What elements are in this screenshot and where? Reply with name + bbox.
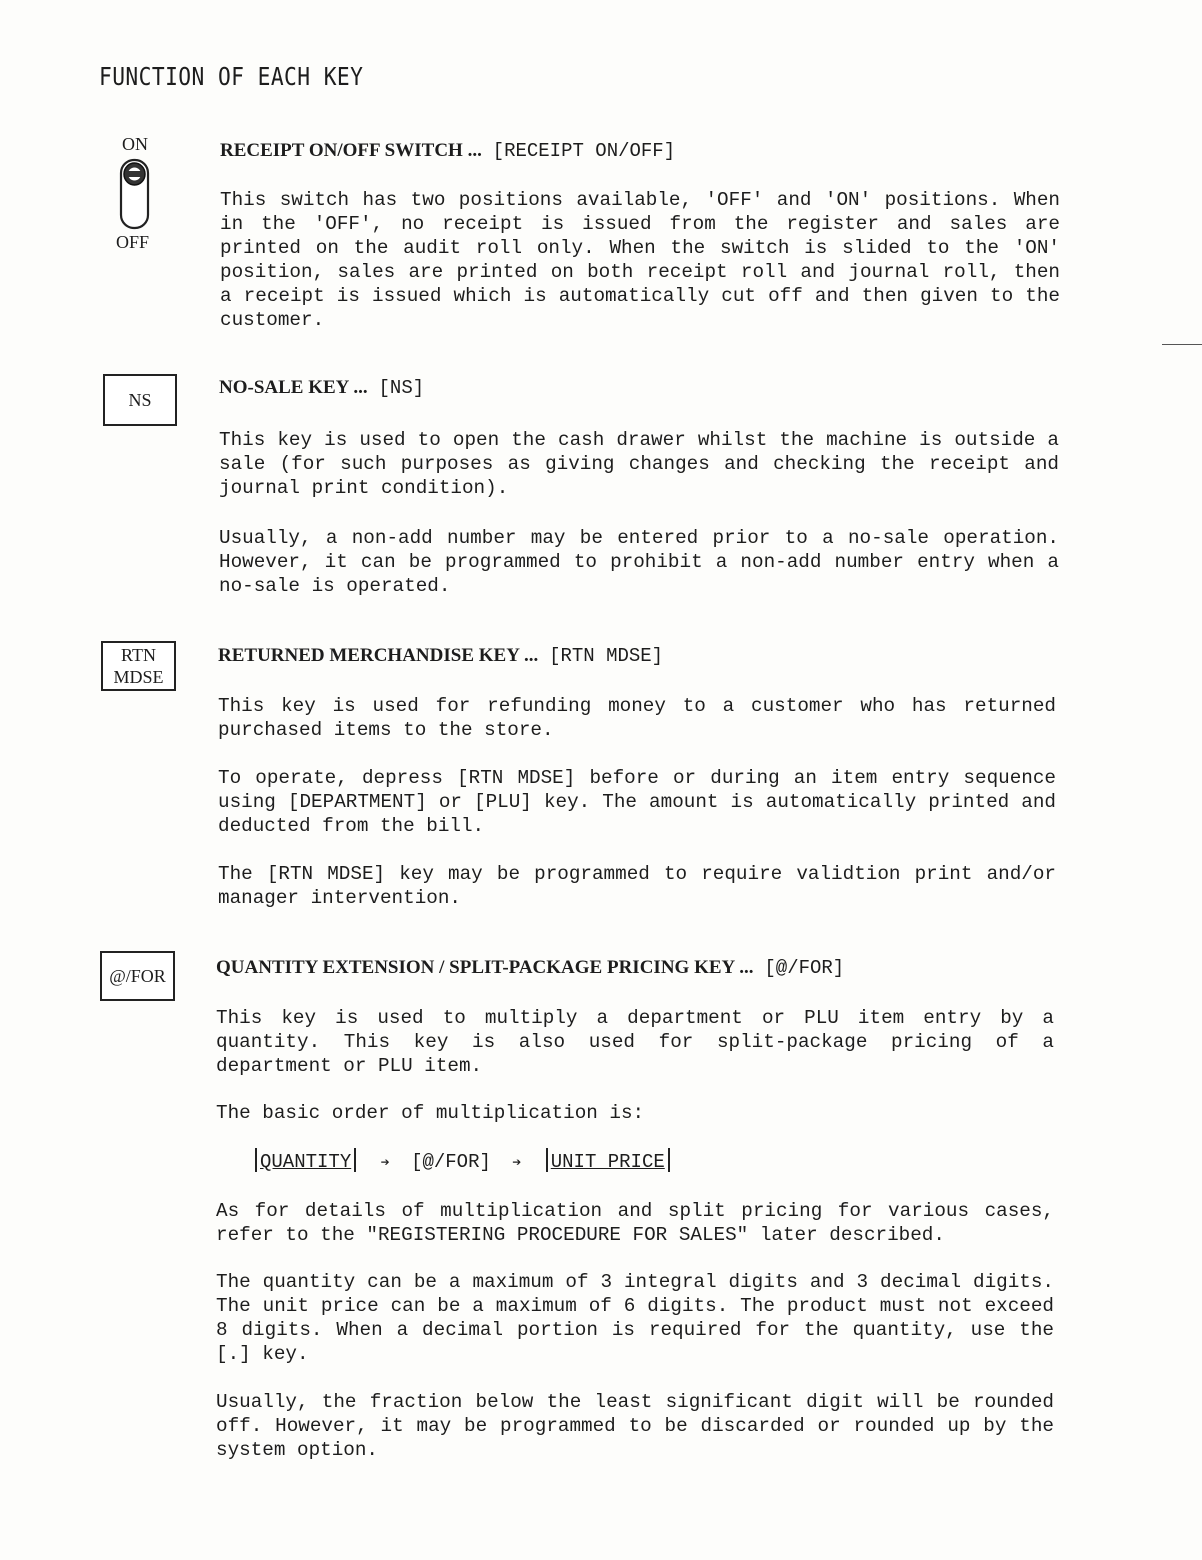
- box-bar-icon: [255, 1148, 257, 1172]
- formula-key: [@/FOR]: [411, 1151, 491, 1173]
- no-sale-heading: [219, 377, 424, 399]
- box-bar-icon: [354, 1148, 356, 1172]
- heading-code: [NS]: [378, 377, 425, 399]
- heading-bold: QUANTITY EXTENSION / SPLIT-PACKAGE PRICING KEY ...: [216, 957, 754, 978]
- paragraph: The quantity can be a maximum of 3 integral digits and 3 decimal digits. The unit price can be a maximum of 6 digits. The product must not exceed 8 digits. When a decimal portion is required for the quantity, use the [.] key.: [216, 1271, 1054, 1365]
- key-label: NS: [128, 390, 152, 410]
- heading-code: [@/FOR]: [764, 957, 845, 979]
- at-for-key-icon: [100, 951, 175, 1001]
- quantity-extension-heading: [216, 957, 844, 979]
- key-label-line1: RTN: [121, 645, 156, 665]
- multiplication-formula: [252, 1148, 673, 1173]
- paragraph: As for details of multiplication and split pricing for various cases, refer to the "REGISTERING PROCEDURE FOR SALES" later described.: [216, 1200, 1054, 1246]
- key-label: @/FOR: [109, 966, 166, 986]
- paragraph: The basic order of multiplication is:: [216, 1102, 645, 1124]
- formula-unit-price: UNIT PRICE: [550, 1151, 665, 1173]
- rtn-mdse-key-icon: [101, 641, 176, 691]
- switch-off-label: OFF: [116, 232, 150, 252]
- margin-mark: [1162, 344, 1202, 345]
- paragraph: This key is used to open the cash drawer whilst the machine is outside a sale (for such purposes as giving changes and checking the receipt and journal print condition).: [219, 429, 1059, 499]
- paragraph: The [RTN MDSE] key may be programmed to require validtion print and/or manager intervention.: [218, 863, 1056, 909]
- heading-code: [RTN MDSE]: [549, 645, 664, 667]
- heading-bold: RETURNED MERCHANDISE KEY ...: [218, 645, 539, 666]
- arrow-right-icon: ➔: [380, 1155, 390, 1172]
- paragraph: Usually, a non-add number may be entered prior to a no-sale operation. However, it can be programmed to prohibit a non-add number entry when a no-sale is operated.: [219, 527, 1059, 597]
- formula-quantity: QUANTITY: [260, 1151, 352, 1173]
- paragraph: This key is used to multiply a department or PLU item entry by a quantity. This key is also used for split-package pricing of a department or PLU item.: [216, 1007, 1054, 1077]
- returned-merchandise-heading: [218, 645, 663, 667]
- paragraph: To operate, depress [RTN MDSE] before or during an item entry sequence using [DEPARTMENT] or [PLU] key. The amount is automatically printed and deducted from the bill.: [218, 767, 1056, 837]
- receipt-switch-heading: [220, 140, 675, 162]
- key-label-line2: MDSE: [113, 667, 164, 687]
- slide-switch-icon: [119, 158, 151, 232]
- paragraph: This switch has two positions available, 'OFF' and 'ON' positions. When in the 'OFF', no receipt is issued from the register and sales are printed on the audit roll only. When the switch is slided to the 'ON' position, sales are printed on both receipt roll and journal roll, then a receipt is issued which is automatically cut off and then given to the customer.: [220, 189, 1060, 331]
- paragraph: Usually, the fraction below the least significant digit will be rounded off. However, it may be programmed to be discarded or rounded up by the system option.: [216, 1391, 1054, 1461]
- heading-code: [RECEIPT ON/OFF]: [492, 140, 676, 162]
- paragraph: This key is used for refunding money to a customer who has returned purchased items to the store.: [218, 695, 1056, 741]
- page-title: FUNCTION OF EACH KEY: [99, 62, 364, 91]
- ns-key-icon: [103, 374, 177, 426]
- box-bar-icon: [546, 1148, 548, 1172]
- heading-bold: NO-SALE KEY ...: [219, 377, 368, 398]
- heading-bold: RECEIPT ON/OFF SWITCH ...: [220, 140, 482, 161]
- arrow-right-icon: ➔: [512, 1155, 522, 1172]
- box-bar-icon: [668, 1148, 670, 1172]
- switch-on-label: ON: [122, 134, 148, 154]
